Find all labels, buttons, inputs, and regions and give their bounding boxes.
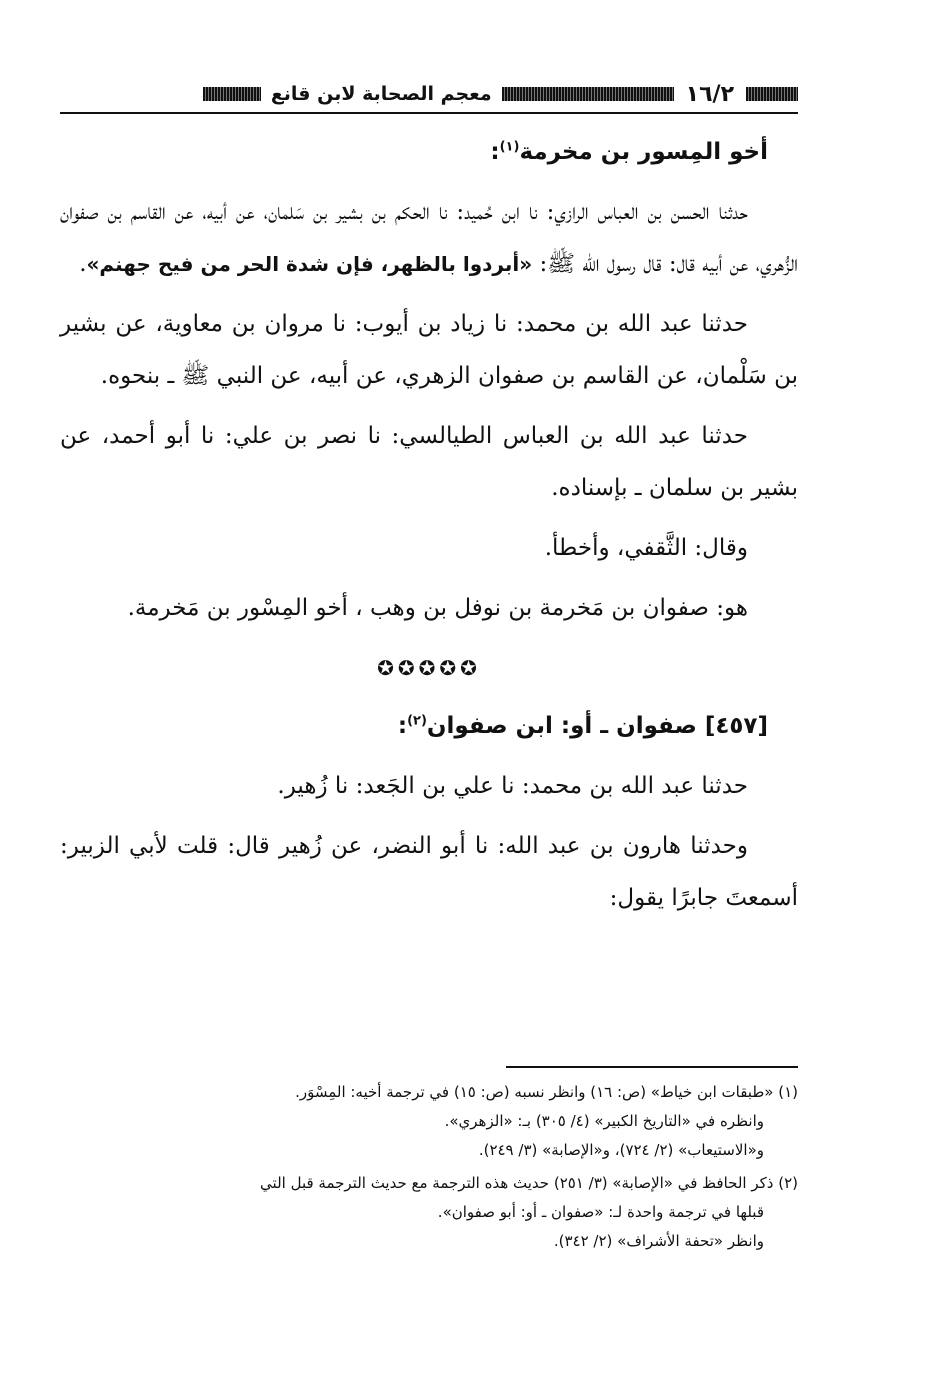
section-separator: ✪✪✪✪✪: [377, 656, 481, 680]
paragraph: وحدثنا هارون بن عبد الله: نا أبو النضر، عن زُهير قال: قلت لأبي الزبير: أسمعتَ جابرًا يقول:: [60, 833, 798, 911]
paragraph: حدثنا عبد الله بن محمد: نا علي بن الجَعد: نا زُهير.: [277, 773, 748, 799]
page-number: ١٦/٢: [685, 81, 734, 107]
main-text: [60, 126, 798, 932]
running-head: [60, 74, 798, 114]
footnote-line: وانظره في «التاريخ الكبير» (٤/ ٣٠٥) بـ: «الزهري».: [444, 1112, 764, 1130]
ornament-bar-right: [746, 87, 798, 101]
section-heading-457: [٤٥٧] صفوان ـ أو: ابن صفوان$^{(٢)}$:: [397, 713, 768, 739]
ornament-bar-left: [203, 87, 261, 101]
paragraph: حدثنا عبد الله بن العباس الطيالسي: نا نصر بن علي: نا أبو أحمد، عن بشير بن سلمان ـ بإسناده.: [60, 423, 798, 501]
footnote-line: و«الاستيعاب» (٢/ ٧٢٤)، و«الإصابة» (٣/ ٢٤٩).: [478, 1141, 764, 1159]
ornament-bar-middle: [502, 87, 674, 101]
header-rule: [60, 112, 798, 114]
paragraph: وقال: الثَّقفي، وأخطأ.: [544, 535, 748, 561]
footnote-1: [60, 1078, 798, 1165]
book-page: [60, 60, 798, 1320]
paragraph: حدثنا الحسن بن العباس الرازي: نا ابن حُميد: نا الحكم بن بشير بن سَلمان، عن أبيه، عن القاسم بن صفوان الزُّهري، عن أبيه قال: قال رسول الله ﷺ: «أبردوا بالظهر، فإن شدة الحر من فيح جهنم».: [60, 199, 798, 277]
footnote-rule: [506, 1066, 798, 1068]
footnote-line: (١) «طبقات ابن خياط» (ص: ١٦) وانظر نسبه (ص: ١٥) في ترجمة أخيه: المِسْوَر.: [295, 1083, 798, 1101]
footnote-line: قبلها في ترجمة واحدة لـ: «صفوان ـ أو: أبو صفوان».: [437, 1203, 764, 1221]
footnotes: [60, 1078, 798, 1260]
footnote-line: (٢) ذكر الحافظ في «الإصابة» (٣/ ٢٥١) حديث هذه الترجمة مع حديث الترجمة قبل التي: [260, 1174, 798, 1192]
footnote-2: [60, 1169, 798, 1256]
section-heading-1: أخو المِسور بن مخرمة$^{(١)}$:: [490, 139, 768, 165]
hadith-matn: «أبردوا بالظهر، فإن شدة الحر من فيح جهنم»: [86, 252, 533, 276]
paragraph: هو: صفوان بن مَخرمة بن نوفل بن وهب ، أخو المِسْور بن مَخرمة.: [127, 595, 748, 621]
footnote-ref-2: (٢): [407, 713, 427, 729]
footnote-line: وانظر «تحفة الأشراف» (٢/ ٣٤٢).: [553, 1232, 764, 1250]
footnote-ref-1: (١): [499, 139, 520, 155]
paragraph: حدثنا عبد الله بن محمد: نا زياد بن أيوب: نا مروان بن معاوية، عن بشير بن سَلْمان، عن القاسم بن صفوان الزهري، عن أبيه، عن النبي ﷺ ـ بنحوه.: [60, 311, 798, 389]
book-title: معجم الصحابة لابن قانع: [270, 83, 492, 105]
